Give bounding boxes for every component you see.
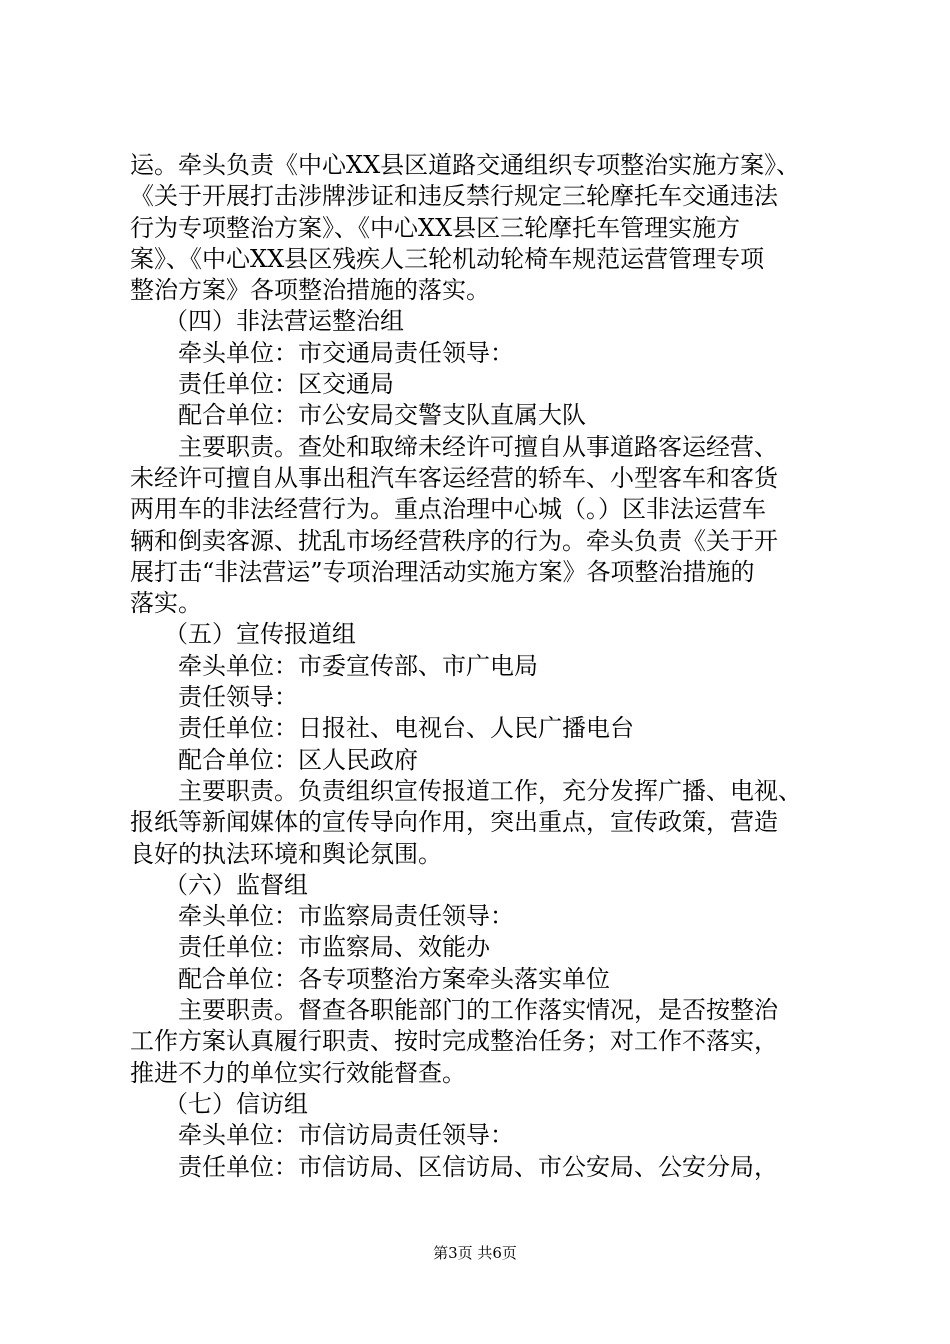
text-line: 牵头单位：市委宣传部、市广电局 — [178, 651, 538, 680]
text-line: 报纸等新闻媒体的宣传导向作用，突出重点，宣传政策，营造 — [130, 808, 778, 837]
text-line: 良好的执法环境和舆论氛围。 — [130, 839, 442, 868]
text-line: 配合单位：各专项整治方案牵头落实单位 — [178, 964, 610, 993]
text-line: 主要职责。查处和取缔未经许可擅自从事道路客运经营、 — [178, 432, 778, 461]
text-line: 主要职责。督查各职能部门的工作落实情况，是否按整治 — [178, 996, 778, 1025]
section-heading: （七）信访组 — [164, 1089, 308, 1118]
text-line: 运。牵头负责《中心XX县区道路交通组织专项整治实施方案》、 — [130, 151, 801, 179]
text-line: 牵头单位：市交通局责任领导： — [178, 338, 514, 367]
text-line: 未经许可擅自从事出租汽车客运经营的轿车、小型客车和客货 — [130, 463, 778, 492]
document-body — [130, 150, 830, 1183]
text-line: 案》、《中心XX县区残疾人三轮机动轮椅车规范运营管理专项 — [130, 244, 765, 273]
text-line: 责任单位：市监察局、效能办 — [178, 933, 490, 962]
text-line: 整治方案》各项整治措施的落实。 — [130, 276, 490, 305]
text-line: 配合单位：市公安局交警支队直属大队 — [178, 401, 586, 430]
section-heading: （四）非法营运整治组 — [164, 307, 404, 336]
text-line: 主要职责。负责组织宣传报道工作，充分发挥广播、电视、 — [178, 776, 802, 805]
text-line: 行为专项整治方案》、《中心XX县区三轮摩托车管理实施方 — [130, 213, 741, 242]
text-line: 落实。 — [130, 589, 202, 618]
text-line: 辆和倒卖客源、扰乱市场经营秩序的行为。牵头负责《关于开 — [130, 526, 778, 555]
text-line: 两用车的非法经营行为。重点治理中心城（。）区非法运营车 — [130, 495, 766, 524]
text-line: 《关于开展打击涉牌涉证和违反禁行规定三轮摩托车交通违法 — [130, 182, 778, 211]
text-line: 责任单位：市信访局、区信访局、市公安局、公安分局， — [178, 1152, 778, 1181]
text-line: 牵头单位：市监察局责任领导： — [178, 902, 514, 931]
section-heading: （六）监督组 — [164, 870, 308, 899]
text-line: 展打击“非法营运”专项治理活动实施方案》各项整治措施的 — [130, 557, 755, 586]
text-line: 工作方案认真履行职责、按时完成整治任务；对工作不落实， — [130, 1027, 778, 1056]
section-heading: （五）宣传报道组 — [164, 620, 356, 649]
text-line: 配合单位：区人民政府 — [178, 745, 418, 774]
text-line: 推进不力的单位实行效能督查。 — [130, 1058, 466, 1087]
text-line: 责任单位：日报社、电视台、人民广播电台 — [178, 714, 634, 743]
page-number-footer: 第3页 共6页 — [433, 1244, 517, 1262]
text-line: 责任单位：区交通局 — [178, 370, 394, 399]
text-line: 责任领导： — [178, 683, 298, 712]
text-line: 牵头单位：市信访局责任领导： — [178, 1121, 514, 1150]
